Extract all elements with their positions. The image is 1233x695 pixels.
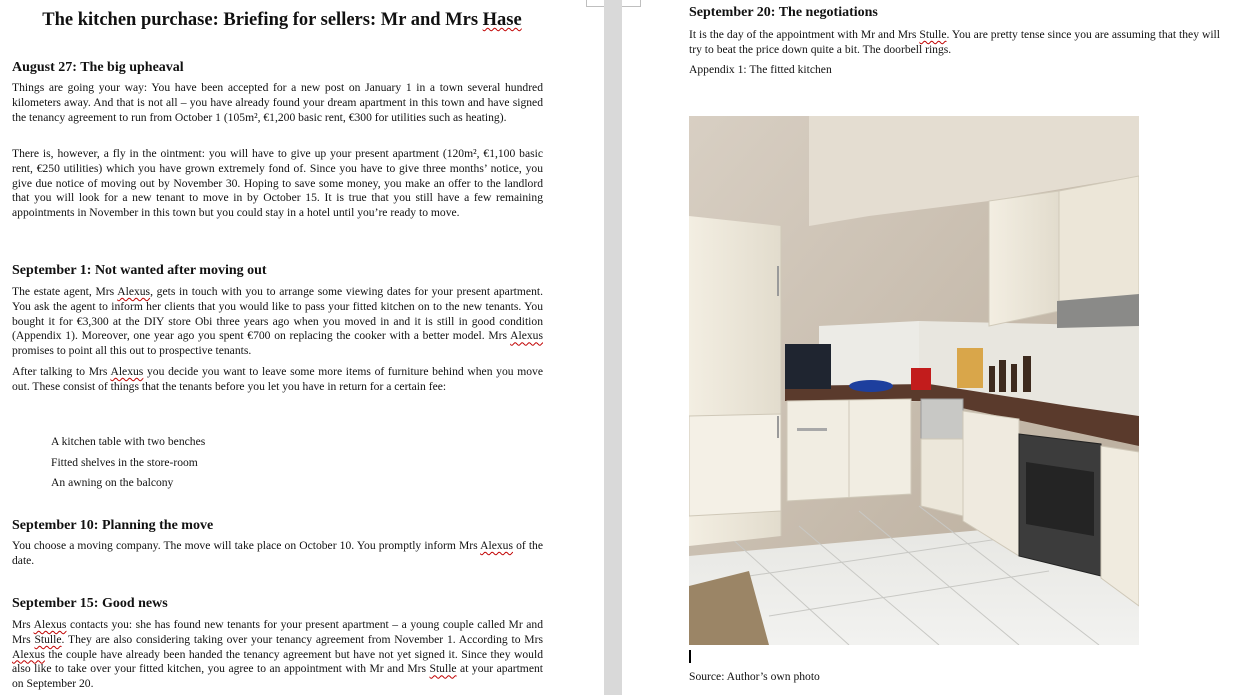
list-item: An awning on the balcony <box>51 476 174 489</box>
oven-window <box>1026 462 1094 536</box>
paragraph: After talking to Mrs Alexus you decide you want to leave some more items of furniture behind when you move out. These consist of things that the tenants before you let you have in return for a certain fee: <box>12 365 543 393</box>
text-cursor <box>689 650 691 663</box>
photo-source: Source: Author’s own photo <box>689 670 820 683</box>
red-container <box>911 368 931 390</box>
cabinet-door <box>689 414 781 516</box>
page-corner-mark <box>586 0 604 7</box>
paragraph: The estate agent, Mrs Alexus, gets in touch with you to arrange some viewing dates for your present apartment. You ask the agent to inform her clients that you would like to pass your fitted kitchen on to the new tenants. You bought it for €3,300 at the DIY store Obi three years ago when you moved in and it is still in good condition (Appendix 1). Moreover, one year ago you spent €700 on replacing the cooker with a better model. Mrs Alexus promises to point all this out to prospective tenants. <box>12 285 543 358</box>
section-heading-sep20: September 20: The negotiations <box>689 5 878 20</box>
base-cabinet-corner <box>921 439 963 516</box>
page-corner-mark <box>622 0 641 7</box>
cutting-board <box>957 348 983 388</box>
appendix-label: Appendix 1: The fitted kitchen <box>689 63 832 76</box>
list-item: A kitchen table with two benches <box>51 435 206 448</box>
base-cabinet-right <box>1101 446 1139 606</box>
list-item: Fitted shelves in the store-room <box>51 456 198 469</box>
cabinet-handle <box>777 416 779 438</box>
section-heading-aug27: August 27: The big upheaval <box>12 60 184 75</box>
paragraph: Mrs Alexus contacts you: she has found new tenants for your present apartment – a young couple called Mr and Mrs Stulle. They are also considering taking over your tenancy agreement from November 1. According to Mrs Alexus the couple have already been handed the tenancy agreement but have not yet signed it. Since they would also like to take over your fitted kitchen, you agree to an appointment with Mr and Mrs Stulle at your apartment on September 20. <box>12 618 543 691</box>
paragraph: Things are going your way: You have been accepted for a new post on January 1 in a town several hundred kilometers away. And that is not all – you have already found your dream apartment in this town and have signed the tenancy agreement to run from October 1 (105m², €1,200 basic rent, €300 for utilities such as heating). <box>12 81 543 124</box>
wall-cabinet <box>989 191 1059 326</box>
dish-rack <box>785 344 831 389</box>
document-page-left <box>0 0 604 695</box>
blue-bowl <box>849 380 893 392</box>
section-heading-sep10: September 10: Planning the move <box>12 518 214 533</box>
section-heading-sep15: September 15: Good news <box>12 596 168 611</box>
paragraph: It is the day of the appointment with Mr and Mrs Stulle. You are pretty tense since you are assuming that they will try to beat the price down quite a bit. The doorbell rings. <box>689 28 1220 56</box>
section-heading-sep1: September 1: Not wanted after moving out <box>12 263 267 278</box>
drawer-handle <box>797 428 827 431</box>
dishwasher-panel <box>921 399 963 439</box>
kitchen-photo[interactable] <box>689 116 1139 645</box>
document-title: The kitchen purchase: Briefing for sellers: Mr and Mrs Hase <box>42 10 522 30</box>
wall-cabinet <box>1059 176 1139 311</box>
paragraph: There is, however, a fly in the ointment: you will have to give up your present apartment (120m², €1,100 basic rent, €250 utilities) which you have grown extremely fond of. Since you have to give three months’ notice, you give due notice of moving out by November 30. Hoping to save some money, you make an offer to the landlord that you will look for a new tenant to move in by October 15. It is true that you still have a few remaining appointments in November in this town but you could stay in a hotel until you’re ready to move. <box>12 147 543 220</box>
cabinet-handle <box>777 266 779 296</box>
page-gutter <box>604 0 622 695</box>
paragraph: You choose a moving company. The move will take place on October 10. You promptly inform Mrs Alexus of the date. <box>12 539 543 567</box>
